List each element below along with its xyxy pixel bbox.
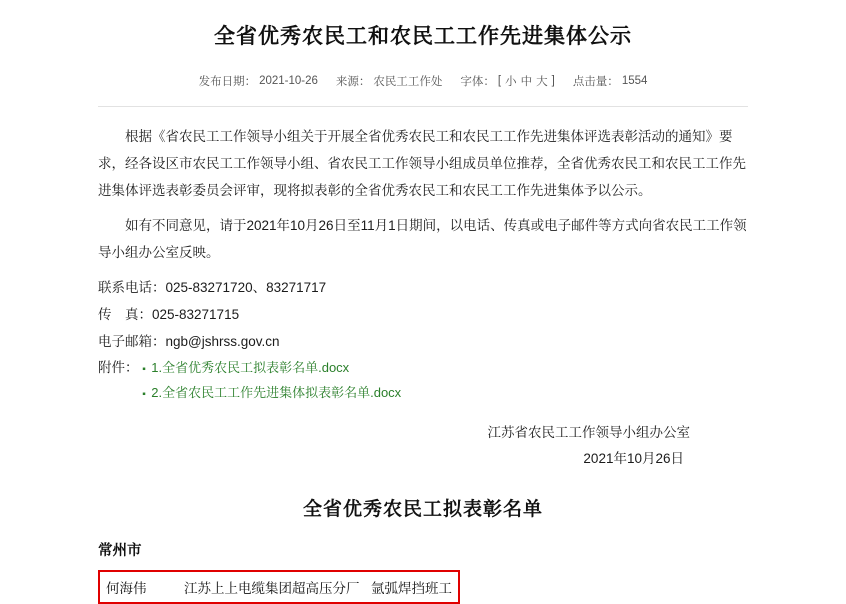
attachment-label: 附件： [98, 360, 139, 375]
entry-unit: 江苏上上电缆集团超高压分厂 [184, 581, 360, 596]
source-label: 来源： [335, 76, 371, 88]
publish-date [199, 73, 318, 89]
attachment-link-1[interactable] [142, 356, 401, 381]
contact-block [98, 274, 748, 355]
highlighted-entry-row [98, 570, 460, 604]
signature-org: 江苏省农民工工作领导小组办公室 [487, 425, 690, 440]
document-body [98, 123, 748, 472]
view-count-value: 1554 [621, 75, 648, 87]
font-size-control [460, 73, 554, 89]
font-size-medium-button[interactable]: 中 [520, 76, 533, 88]
attachment-link-2[interactable] [142, 381, 401, 406]
source [336, 73, 443, 89]
contact-phone: 联系电话：025-83271720、83271717 [98, 280, 327, 295]
signature-block [98, 420, 748, 472]
bracket-close: ] [551, 75, 555, 87]
publish-date-value: 2021-10-26 [259, 75, 318, 87]
page-title: 全省优秀农民工和农民工工作先进集体公示 [214, 25, 632, 48]
publish-date-label: 发布日期： [198, 76, 257, 88]
bullet-icon: ▪ [142, 389, 146, 400]
attachment-link-2-label: 2.全省农民工工作先进集体拟表彰名单.docx [151, 385, 402, 400]
document-content [98, 0, 748, 604]
list-title: 全省优秀农民工拟表彰名单 [302, 499, 543, 520]
font-size-large-button[interactable]: 大 [536, 76, 548, 88]
signature-date: 2021年10月26日 [583, 451, 684, 466]
bracket-open: [ [497, 75, 502, 87]
view-count [573, 73, 648, 89]
document-meta [98, 73, 748, 89]
view-count-label: 点击量： [572, 76, 619, 88]
paragraph-2: 如有不同意见，请于2021年10月26日至11月1日期间，以电话、传真或电子邮件等方式向省农民工工作领导小组办公室反映。 [98, 218, 747, 260]
paragraph-1: 根据《省农民工工作领导小组关于开展全省优秀农民工和农民工工作先进集体评选表彰活动的通知》要求，经各设区市农民工工作领导小组、省农民工工作领导小组成员单位推荐，全省优秀农民工和农民工工作先进集体评选表彰委员会评审，现将拟表彰的全省优秀农民工和农民工工作先进集体予以公示。 [98, 129, 746, 198]
contact-fax: 传 真：025-83271715 [98, 307, 240, 322]
entry-name: 何海伟 [106, 581, 147, 596]
source-value: 农民工工作处 [373, 76, 443, 88]
attachment-link-1-label: 1.全省优秀农民工拟表彰名单.docx [151, 360, 350, 375]
contact-email: 电子邮箱：ngb@jshrss.gov.cn [98, 334, 280, 349]
font-size-small-button[interactable]: 小 [505, 76, 517, 88]
bullet-icon: ▪ [142, 364, 146, 375]
divider [98, 106, 748, 107]
attachment-list [142, 356, 401, 406]
font-size-label: 字体： [460, 76, 495, 88]
attachment-section [98, 356, 748, 406]
font-size-options [498, 73, 555, 89]
city-heading: 常州市 [98, 543, 142, 559]
entry-post: 氩弧焊挡班工 [371, 581, 452, 596]
